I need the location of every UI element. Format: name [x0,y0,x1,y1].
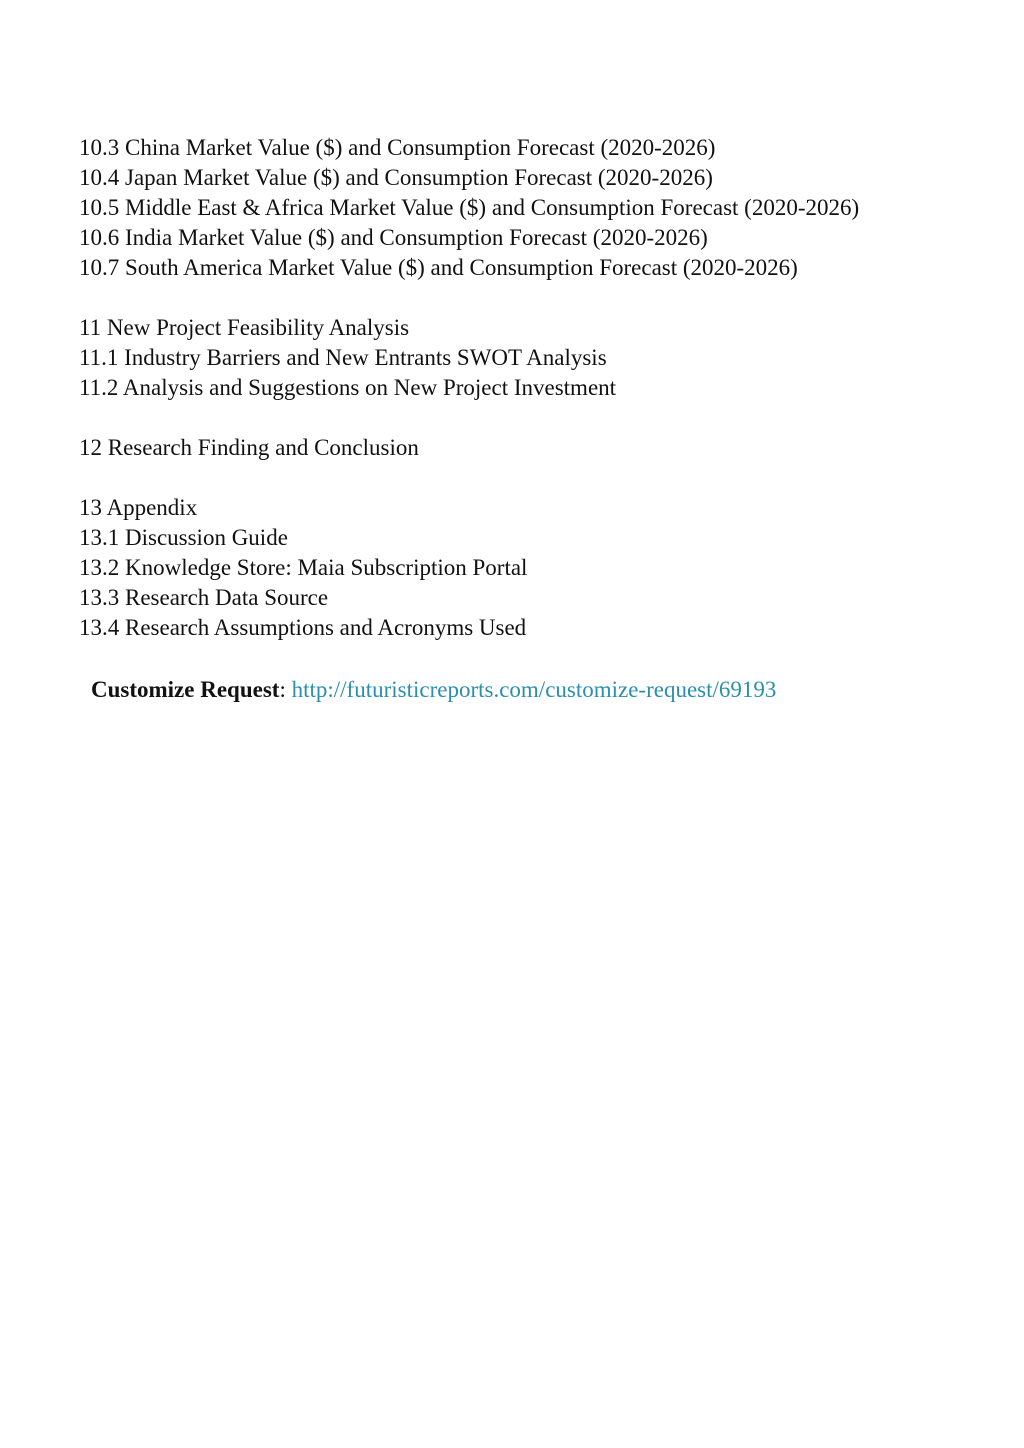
toc-entry-13: 13 Appendix [79,495,198,520]
toc-entry-13-3: 13.3 Research Data Source [79,585,329,610]
table-of-contents [79,133,979,643]
customize-request-link[interactable]: http://futuristicreports.com/customize-request/69193 [291,677,777,702]
toc-spacer [79,463,979,493]
customize-request-separator: : [279,677,286,702]
customize-request-line [91,675,776,705]
toc-spacer [79,403,979,433]
toc-entry-13-2: 13.2 Knowledge Store: Maia Subscription Portal [79,555,528,580]
toc-entry-10-5: 10.5 Middle East & Africa Market Value ($) and Consumption Forecast (2020-2026) [79,195,860,220]
toc-entry-10-3: 10.3 China Market Value ($) and Consumption Forecast (2020-2026) [79,135,716,160]
toc-entry-13-4: 13.4 Research Assumptions and Acronyms Used [79,615,527,640]
customize-request-label: Customize Request [91,677,280,702]
toc-entry-11-1: 11.1 Industry Barriers and New Entrants SWOT Analysis [79,345,607,370]
toc-entry-11: 11 New Project Feasibility Analysis [79,315,410,340]
toc-entry-13-1: 13.1 Discussion Guide [79,525,288,550]
toc-entry-10-4: 10.4 Japan Market Value ($) and Consumption Forecast (2020-2026) [79,165,713,190]
toc-entry-10-6: 10.6 India Market Value ($) and Consumption Forecast (2020-2026) [79,225,708,250]
toc-spacer [79,283,979,313]
toc-entry-10-7: 10.7 South America Market Value ($) and Consumption Forecast (2020-2026) [79,255,798,280]
toc-entry-12: 12 Research Finding and Conclusion [79,435,419,460]
toc-entry-11-2: 11.2 Analysis and Suggestions on New Project Investment [79,375,617,400]
